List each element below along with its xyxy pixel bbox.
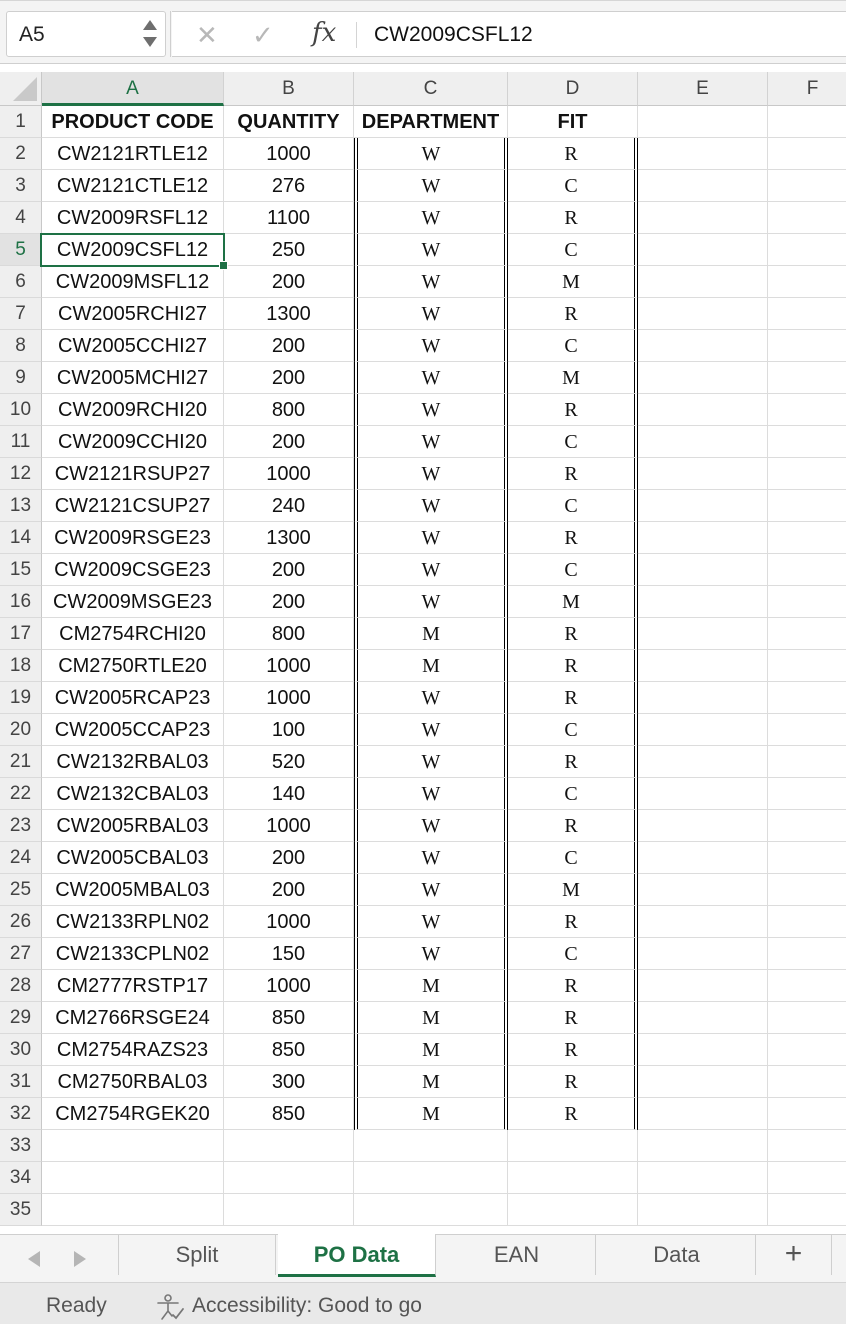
cell[interactable]	[638, 426, 768, 458]
data-cell[interactable]: M	[354, 1066, 508, 1098]
data-cell[interactable]: CM2754RGEK20	[42, 1098, 224, 1130]
row-header[interactable]: 12	[0, 458, 42, 490]
row-header[interactable]: 35	[0, 1194, 42, 1226]
data-cell[interactable]: 800	[224, 618, 354, 650]
cell[interactable]	[638, 586, 768, 618]
data-cell[interactable]: CW2005RCHI27	[42, 298, 224, 330]
data-cell[interactable]: R	[508, 202, 638, 234]
data-cell[interactable]: CW2121RSUP27	[42, 458, 224, 490]
cell[interactable]	[768, 650, 846, 682]
column-title-cell[interactable]: FIT	[508, 106, 638, 138]
row-header[interactable]: 22	[0, 778, 42, 810]
cell[interactable]	[638, 170, 768, 202]
cell[interactable]	[42, 1130, 224, 1162]
column-title-cell[interactable]: PRODUCT CODE	[42, 106, 224, 138]
data-cell[interactable]: 1000	[224, 810, 354, 842]
cell[interactable]	[638, 234, 768, 266]
data-cell[interactable]: W	[354, 874, 508, 906]
cell[interactable]	[768, 266, 846, 298]
cell[interactable]	[768, 426, 846, 458]
data-cell[interactable]: M	[354, 618, 508, 650]
cell[interactable]	[768, 490, 846, 522]
data-cell[interactable]: CW2005MCHI27	[42, 362, 224, 394]
data-cell[interactable]: M	[354, 650, 508, 682]
cell[interactable]	[768, 1034, 846, 1066]
data-cell[interactable]: 300	[224, 1066, 354, 1098]
data-cell[interactable]: R	[508, 138, 638, 170]
data-cell[interactable]: CM2750RTLE20	[42, 650, 224, 682]
enter-check-icon[interactable]: ✓	[252, 20, 274, 50]
formula-divider	[356, 22, 357, 48]
cell[interactable]	[768, 874, 846, 906]
data-cell[interactable]: 200	[224, 266, 354, 298]
data-cell[interactable]: 140	[224, 778, 354, 810]
data-cell[interactable]: R	[508, 1066, 638, 1098]
cell[interactable]	[768, 1194, 846, 1226]
column-header-d[interactable]: D	[508, 72, 638, 106]
cell[interactable]	[638, 490, 768, 522]
data-cell[interactable]: 1000	[224, 970, 354, 1002]
data-cell[interactable]: 250	[224, 234, 354, 266]
insert-function-icon[interactable]: fx	[312, 18, 337, 48]
cell[interactable]	[768, 938, 846, 970]
status-ready: Ready	[46, 1294, 107, 1317]
formula-input[interactable]: CW2009CSFL12	[374, 23, 533, 46]
data-cell[interactable]: R	[508, 906, 638, 938]
data-cell[interactable]: CW2009RSFL12	[42, 202, 224, 234]
data-cell[interactable]: 1300	[224, 298, 354, 330]
row-header[interactable]: 4	[0, 202, 42, 234]
data-cell[interactable]: R	[508, 394, 638, 426]
cell[interactable]	[224, 1162, 354, 1194]
select-all-button[interactable]	[0, 72, 42, 106]
cell[interactable]	[768, 138, 846, 170]
data-cell[interactable]: CW2121CTLE12	[42, 170, 224, 202]
data-cell[interactable]: R	[508, 618, 638, 650]
cell[interactable]	[768, 522, 846, 554]
row-header[interactable]: 33	[0, 1130, 42, 1162]
data-cell[interactable]: C	[508, 714, 638, 746]
data-cell[interactable]: 200	[224, 554, 354, 586]
data-cell[interactable]: W	[354, 778, 508, 810]
cell[interactable]	[638, 650, 768, 682]
data-cell[interactable]: W	[354, 266, 508, 298]
data-cell[interactable]: 1100	[224, 202, 354, 234]
select-all-icon	[13, 77, 37, 101]
sheet-tabs-bar	[0, 1234, 846, 1282]
fill-handle[interactable]	[219, 261, 228, 270]
data-cell[interactable]: M	[354, 1034, 508, 1066]
data-cell[interactable]: 200	[224, 874, 354, 906]
sheet-tab-split[interactable]: Split	[118, 1235, 276, 1275]
row-header[interactable]: 13	[0, 490, 42, 522]
column-header-c[interactable]: C	[354, 72, 508, 106]
data-cell[interactable]: 1300	[224, 522, 354, 554]
data-cell[interactable]: W	[354, 170, 508, 202]
row-header[interactable]: 8	[0, 330, 42, 362]
data-cell[interactable]: 520	[224, 746, 354, 778]
cell[interactable]	[638, 746, 768, 778]
row-header[interactable]: 18	[0, 650, 42, 682]
data-cell[interactable]: R	[508, 1098, 638, 1130]
data-cell[interactable]: W	[354, 586, 508, 618]
data-cell[interactable]: M	[508, 586, 638, 618]
row-header[interactable]: 15	[0, 554, 42, 586]
data-cell[interactable]: CW2009CSFL12	[42, 234, 224, 266]
cell[interactable]	[768, 746, 846, 778]
cell[interactable]	[768, 778, 846, 810]
data-cell[interactable]: W	[354, 138, 508, 170]
previous-sheet-icon[interactable]	[28, 1251, 40, 1267]
data-cell[interactable]: CW2009MSGE23	[42, 586, 224, 618]
row-header[interactable]: 3	[0, 170, 42, 202]
data-cell[interactable]: CW2133RPLN02	[42, 906, 224, 938]
cell[interactable]	[768, 682, 846, 714]
cell[interactable]	[508, 1130, 638, 1162]
data-cell[interactable]: M	[508, 266, 638, 298]
cell[interactable]	[638, 138, 768, 170]
data-cell[interactable]: 850	[224, 1034, 354, 1066]
name-box-stepper[interactable]	[143, 18, 157, 50]
row-header[interactable]: 31	[0, 1066, 42, 1098]
formula-bar-separator	[170, 11, 171, 57]
cell[interactable]	[768, 554, 846, 586]
cancel-icon[interactable]: ✕	[196, 20, 218, 50]
data-cell[interactable]: W	[354, 490, 508, 522]
cell[interactable]	[768, 170, 846, 202]
cell[interactable]	[768, 810, 846, 842]
name-box-value[interactable]: A5	[19, 23, 45, 46]
data-cell[interactable]: CM2766RSGE24	[42, 1002, 224, 1034]
data-cell[interactable]: CW2132CBAL03	[42, 778, 224, 810]
data-cell[interactable]: M	[354, 1002, 508, 1034]
data-cell[interactable]: W	[354, 298, 508, 330]
cell[interactable]	[768, 362, 846, 394]
row-header[interactable]: 11	[0, 426, 42, 458]
cell[interactable]	[638, 970, 768, 1002]
row-header[interactable]: 34	[0, 1162, 42, 1194]
data-cell[interactable]: W	[354, 842, 508, 874]
data-cell[interactable]: 276	[224, 170, 354, 202]
row-header[interactable]: 27	[0, 938, 42, 970]
data-cell[interactable]: W	[354, 394, 508, 426]
cell[interactable]	[768, 234, 846, 266]
cell[interactable]	[638, 362, 768, 394]
data-cell[interactable]: W	[354, 426, 508, 458]
cell[interactable]	[638, 1002, 768, 1034]
cell[interactable]	[638, 330, 768, 362]
data-cell[interactable]: 150	[224, 938, 354, 970]
data-cell[interactable]: C	[508, 426, 638, 458]
sheet-tab-po-data[interactable]: PO Data	[278, 1234, 436, 1277]
data-cell[interactable]: 200	[224, 586, 354, 618]
row-header[interactable]: 1	[0, 106, 42, 138]
column-header-b[interactable]: B	[224, 72, 354, 106]
data-cell[interactable]: CM2777RSTP17	[42, 970, 224, 1002]
cell[interactable]	[638, 394, 768, 426]
column-header-f[interactable]: F	[768, 72, 846, 106]
data-cell[interactable]: 1000	[224, 906, 354, 938]
cell[interactable]	[638, 298, 768, 330]
data-cell[interactable]: W	[354, 906, 508, 938]
data-cell[interactable]: 1000	[224, 650, 354, 682]
data-cell[interactable]: 240	[224, 490, 354, 522]
data-cell[interactable]: CW2005CBAL03	[42, 842, 224, 874]
cell[interactable]	[224, 1194, 354, 1226]
cell[interactable]	[638, 266, 768, 298]
data-cell[interactable]: 200	[224, 426, 354, 458]
row-header[interactable]: 23	[0, 810, 42, 842]
cell[interactable]	[768, 330, 846, 362]
cell[interactable]	[768, 1162, 846, 1194]
row-header[interactable]: 30	[0, 1034, 42, 1066]
cell[interactable]	[638, 618, 768, 650]
chevron-down-icon[interactable]	[143, 37, 157, 47]
data-cell[interactable]: C	[508, 778, 638, 810]
data-cell[interactable]: CM2750RBAL03	[42, 1066, 224, 1098]
data-cell[interactable]: W	[354, 234, 508, 266]
data-cell[interactable]: W	[354, 746, 508, 778]
cell[interactable]	[508, 1194, 638, 1226]
data-cell[interactable]: W	[354, 458, 508, 490]
row-header[interactable]: 28	[0, 970, 42, 1002]
chevron-up-icon[interactable]	[143, 20, 157, 30]
name-box[interactable]	[6, 11, 166, 57]
data-cell[interactable]: R	[508, 970, 638, 1002]
data-cell[interactable]: CW2009CSGE23	[42, 554, 224, 586]
cell[interactable]	[768, 298, 846, 330]
row-header[interactable]: 17	[0, 618, 42, 650]
cell[interactable]	[638, 1194, 768, 1226]
cell[interactable]	[638, 522, 768, 554]
sheet-tab-ean[interactable]: EAN	[438, 1235, 596, 1275]
data-cell[interactable]: M	[354, 1098, 508, 1130]
cell[interactable]	[638, 778, 768, 810]
cell[interactable]	[768, 1130, 846, 1162]
row-header[interactable]: 9	[0, 362, 42, 394]
data-cell[interactable]: C	[508, 490, 638, 522]
cell[interactable]	[42, 1194, 224, 1226]
data-cell[interactable]: CW2005MBAL03	[42, 874, 224, 906]
data-cell[interactable]: W	[354, 330, 508, 362]
sheet-tab-data[interactable]: Data	[598, 1235, 756, 1275]
cell[interactable]	[638, 810, 768, 842]
data-cell[interactable]: 200	[224, 362, 354, 394]
column-title-cell[interactable]: QUANTITY	[224, 106, 354, 138]
data-cell[interactable]: C	[508, 938, 638, 970]
data-cell[interactable]: 1000	[224, 458, 354, 490]
cell[interactable]	[638, 714, 768, 746]
column-header-a[interactable]: A	[42, 72, 224, 106]
data-cell[interactable]: R	[508, 746, 638, 778]
data-cell[interactable]: W	[354, 714, 508, 746]
data-cell[interactable]: 200	[224, 330, 354, 362]
cell[interactable]	[768, 458, 846, 490]
cell[interactable]	[354, 1162, 508, 1194]
data-cell[interactable]: C	[508, 554, 638, 586]
data-cell[interactable]: CW2005CCHI27	[42, 330, 224, 362]
cell[interactable]	[638, 554, 768, 586]
data-cell[interactable]: C	[508, 234, 638, 266]
cell[interactable]	[42, 1162, 224, 1194]
data-cell[interactable]: CW2121CSUP27	[42, 490, 224, 522]
cell[interactable]	[354, 1130, 508, 1162]
row-header[interactable]: 32	[0, 1098, 42, 1130]
cell[interactable]	[638, 202, 768, 234]
row-header[interactable]: 7	[0, 298, 42, 330]
data-cell[interactable]: W	[354, 522, 508, 554]
row-header[interactable]: 19	[0, 682, 42, 714]
row-header[interactable]: 5	[0, 234, 42, 266]
cell[interactable]	[638, 906, 768, 938]
data-cell[interactable]: 100	[224, 714, 354, 746]
row-header[interactable]: 2	[0, 138, 42, 170]
data-cell[interactable]: W	[354, 810, 508, 842]
column-header-e[interactable]: E	[638, 72, 768, 106]
data-cell[interactable]: 200	[224, 842, 354, 874]
data-cell[interactable]: 850	[224, 1002, 354, 1034]
cell[interactable]	[224, 1130, 354, 1162]
cell[interactable]	[638, 1098, 768, 1130]
data-cell[interactable]: R	[508, 458, 638, 490]
cell[interactable]	[768, 394, 846, 426]
data-cell[interactable]: R	[508, 810, 638, 842]
data-cell[interactable]: CM2754RAZS23	[42, 1034, 224, 1066]
data-cell[interactable]: 850	[224, 1098, 354, 1130]
data-cell[interactable]: 1000	[224, 138, 354, 170]
cell[interactable]	[638, 1130, 768, 1162]
cell[interactable]	[638, 1162, 768, 1194]
data-cell[interactable]: CW2005CCAP23	[42, 714, 224, 746]
cell[interactable]	[638, 106, 768, 138]
row-header[interactable]: 29	[0, 1002, 42, 1034]
row-header[interactable]: 26	[0, 906, 42, 938]
cell[interactable]	[508, 1162, 638, 1194]
row-header[interactable]: 21	[0, 746, 42, 778]
data-cell[interactable]: R	[508, 682, 638, 714]
formula-input-area[interactable]	[172, 11, 846, 57]
cell[interactable]	[768, 106, 846, 138]
data-cell[interactable]: R	[508, 522, 638, 554]
data-cell[interactable]: W	[354, 938, 508, 970]
cell[interactable]	[768, 618, 846, 650]
data-cell[interactable]: W	[354, 682, 508, 714]
data-cell[interactable]: CW2133CPLN02	[42, 938, 224, 970]
cell[interactable]	[638, 938, 768, 970]
row-header[interactable]: 10	[0, 394, 42, 426]
formula-bar	[0, 0, 846, 64]
data-cell[interactable]: R	[508, 650, 638, 682]
data-cell[interactable]: W	[354, 554, 508, 586]
cell[interactable]	[768, 586, 846, 618]
cell[interactable]	[638, 842, 768, 874]
data-cell[interactable]: W	[354, 202, 508, 234]
cell[interactable]	[768, 1066, 846, 1098]
data-cell[interactable]: R	[508, 1002, 638, 1034]
data-cell[interactable]: W	[354, 362, 508, 394]
cell[interactable]	[768, 1002, 846, 1034]
cell[interactable]	[768, 906, 846, 938]
data-cell[interactable]: 1000	[224, 682, 354, 714]
data-cell[interactable]: M	[508, 362, 638, 394]
data-cell[interactable]: CM2754RCHI20	[42, 618, 224, 650]
cell[interactable]	[354, 1194, 508, 1226]
data-cell[interactable]: CW2009RSGE23	[42, 522, 224, 554]
cell[interactable]	[638, 682, 768, 714]
row-header[interactable]: 6	[0, 266, 42, 298]
cell[interactable]	[638, 458, 768, 490]
row-header[interactable]: 14	[0, 522, 42, 554]
data-cell[interactable]: M	[508, 874, 638, 906]
data-cell[interactable]: C	[508, 330, 638, 362]
row-header[interactable]: 20	[0, 714, 42, 746]
data-cell[interactable]: CW2005RCAP23	[42, 682, 224, 714]
cell[interactable]	[768, 202, 846, 234]
cell[interactable]	[768, 970, 846, 1002]
data-cell[interactable]: CW2132RBAL03	[42, 746, 224, 778]
add-sheet-button[interactable]: +	[756, 1235, 832, 1275]
row-header[interactable]: 24	[0, 842, 42, 874]
accessibility-status[interactable]: Accessibility: Good to go	[192, 1294, 422, 1317]
data-cell[interactable]: CW2009CCHI20	[42, 426, 224, 458]
next-sheet-icon[interactable]	[74, 1251, 86, 1267]
data-cell[interactable]: CW2121RTLE12	[42, 138, 224, 170]
cell[interactable]	[768, 1098, 846, 1130]
data-cell[interactable]: R	[508, 1034, 638, 1066]
row-header[interactable]: 25	[0, 874, 42, 906]
data-cell[interactable]: C	[508, 842, 638, 874]
cell[interactable]	[638, 874, 768, 906]
cell[interactable]	[638, 1066, 768, 1098]
data-cell[interactable]: CW2009RCHI20	[42, 394, 224, 426]
status-bar	[0, 1282, 846, 1324]
cell[interactable]	[768, 714, 846, 746]
data-cell[interactable]: CW2009MSFL12	[42, 266, 224, 298]
cell[interactable]	[638, 1034, 768, 1066]
data-cell[interactable]: M	[354, 970, 508, 1002]
data-cell[interactable]: 800	[224, 394, 354, 426]
data-cell[interactable]: R	[508, 298, 638, 330]
data-cell[interactable]: CW2005RBAL03	[42, 810, 224, 842]
data-cell[interactable]: C	[508, 170, 638, 202]
row-header[interactable]: 16	[0, 586, 42, 618]
cell[interactable]	[768, 842, 846, 874]
accessibility-icon[interactable]	[154, 1293, 186, 1321]
column-title-cell[interactable]: DEPARTMENT	[354, 106, 508, 138]
